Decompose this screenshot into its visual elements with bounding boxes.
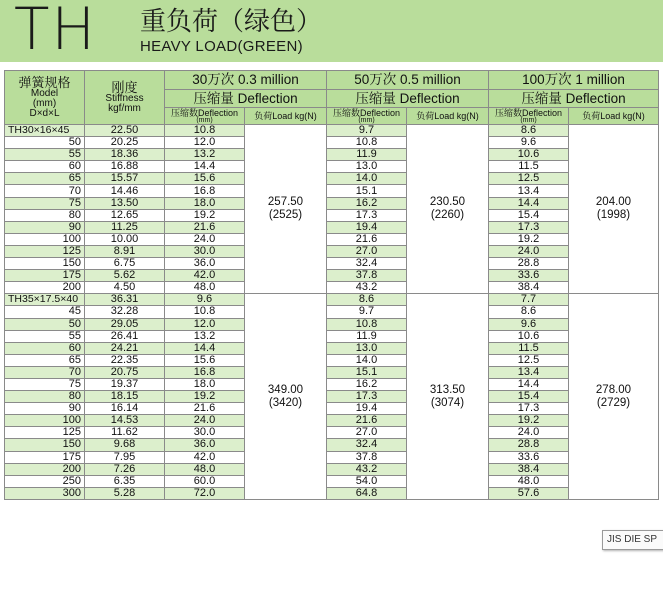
cell-model: 65 — [5, 173, 85, 185]
spring-spec-table — [4, 70, 659, 500]
cell-deflection: 8.6 — [489, 306, 569, 318]
cell-deflection: 10.8 — [165, 306, 245, 318]
header-defl-unit: (mm) — [196, 116, 213, 124]
table-row — [5, 294, 659, 306]
cell-load — [407, 125, 489, 294]
header-row-cycles — [5, 71, 659, 90]
cell-deflection: 17.3 — [327, 209, 407, 221]
table-row — [5, 391, 659, 403]
cell-deflection: 13.4 — [489, 366, 569, 378]
cell-deflection: 60.0 — [165, 475, 245, 487]
cell-deflection: 13.2 — [165, 149, 245, 161]
header-load-1: 负荷Load kg(N) — [407, 108, 489, 125]
table-row — [5, 463, 659, 475]
table-row — [5, 209, 659, 221]
cell-deflection: 8.6 — [489, 125, 569, 137]
table-row — [5, 487, 659, 499]
cell-load — [245, 125, 327, 294]
cell-deflection: 13.0 — [327, 342, 407, 354]
header-stiffness — [85, 71, 165, 125]
load-newton: (1998) — [596, 209, 631, 222]
header-cycles-1: 50万次 0.5 million — [327, 71, 489, 90]
cell-deflection: 10.8 — [327, 137, 407, 149]
cell-stiffness: 16.88 — [85, 161, 165, 173]
cell-deflection: 12.0 — [165, 137, 245, 149]
table-row — [5, 451, 659, 463]
cell-stiffness: 20.75 — [85, 366, 165, 378]
cell-model: TH35×17.5×40 — [5, 294, 85, 306]
cell-deflection: 13.0 — [327, 161, 407, 173]
load-newton: (2729) — [596, 396, 631, 409]
cell-stiffness: 10.00 — [85, 233, 165, 245]
cell-model: 175 — [5, 270, 85, 282]
cell-deflection: 10.8 — [327, 318, 407, 330]
cell-deflection: 28.8 — [489, 439, 569, 451]
cell-deflection: 9.6 — [489, 137, 569, 149]
cell-deflection: 19.2 — [489, 415, 569, 427]
cell-model: 125 — [5, 427, 85, 439]
cell-deflection: 15.6 — [165, 173, 245, 185]
cell-deflection: 12.5 — [489, 354, 569, 366]
cell-deflection: 37.8 — [327, 270, 407, 282]
table-row — [5, 475, 659, 487]
cell-model: 60 — [5, 342, 85, 354]
header-stiffness-unit: kgf/mm — [108, 102, 141, 114]
cell-deflection: 17.3 — [327, 391, 407, 403]
cell-deflection: 27.0 — [327, 427, 407, 439]
cell-deflection: 21.6 — [327, 233, 407, 245]
cell-model: 45 — [5, 306, 85, 318]
table-row — [5, 173, 659, 185]
load-kg: 230.50 — [429, 196, 466, 209]
series-code: TH — [14, 0, 98, 63]
cell-stiffness: 29.05 — [85, 318, 165, 330]
cell-stiffness: 4.50 — [85, 282, 165, 294]
header-deflection-0: 压缩量 Deflection — [165, 90, 327, 108]
cell-deflection: 38.4 — [489, 282, 569, 294]
cell-model: 70 — [5, 366, 85, 378]
load-kg: 349.00 — [267, 383, 304, 396]
cell-stiffness: 7.95 — [85, 451, 165, 463]
load-newton: (2260) — [430, 209, 465, 222]
header-model-en: Model — [30, 87, 59, 99]
cell-model: 125 — [5, 245, 85, 257]
cell-deflection: 16.2 — [327, 378, 407, 390]
cell-model: TH30×16×45 — [5, 125, 85, 137]
cell-deflection: 57.6 — [489, 487, 569, 499]
cell-deflection: 15.1 — [327, 366, 407, 378]
cell-deflection: 43.2 — [327, 282, 407, 294]
load-newton: (3074) — [430, 396, 465, 409]
header-defl-unit: (mm) — [520, 116, 537, 124]
cell-deflection: 42.0 — [165, 451, 245, 463]
cell-stiffness: 14.46 — [85, 185, 165, 197]
cell-model: 200 — [5, 463, 85, 475]
header-model-cn: 弹簧规格 — [18, 74, 71, 90]
header-cycles-0: 30万次 0.3 million — [165, 71, 327, 90]
cell-stiffness: 19.37 — [85, 378, 165, 390]
header-defl-mm-0 — [165, 108, 245, 125]
cell-deflection: 10.8 — [165, 125, 245, 137]
cell-stiffness: 36.31 — [85, 294, 165, 306]
cell-deflection: 9.7 — [327, 306, 407, 318]
cell-stiffness: 6.75 — [85, 258, 165, 270]
cell-deflection: 16.2 — [327, 197, 407, 209]
cell-deflection: 37.8 — [327, 451, 407, 463]
cell-stiffness: 9.68 — [85, 439, 165, 451]
cell-model: 100 — [5, 233, 85, 245]
cell-deflection: 33.6 — [489, 270, 569, 282]
header-model — [5, 71, 85, 125]
cell-deflection: 18.0 — [165, 378, 245, 390]
cell-stiffness: 11.62 — [85, 427, 165, 439]
cell-deflection: 30.0 — [165, 427, 245, 439]
cell-model: 55 — [5, 330, 85, 342]
header-deflection-1: 压缩量 Deflection — [327, 90, 489, 108]
cell-deflection: 48.0 — [165, 463, 245, 475]
cell-model: 80 — [5, 209, 85, 221]
cell-deflection: 9.6 — [489, 318, 569, 330]
cell-stiffness: 18.36 — [85, 149, 165, 161]
table-row — [5, 342, 659, 354]
header-defl-unit: (mm) — [358, 116, 375, 124]
cell-deflection: 24.0 — [489, 245, 569, 257]
table-row — [5, 403, 659, 415]
cell-stiffness: 7.26 — [85, 463, 165, 475]
header-defl-label: 压缩数Deflection — [170, 107, 239, 118]
cell-stiffness: 11.25 — [85, 221, 165, 233]
jis-die-spring-tag: JIS DIE SP — [602, 530, 663, 550]
table-row — [5, 233, 659, 245]
table-row — [5, 330, 659, 342]
cell-deflection: 16.8 — [165, 185, 245, 197]
cell-stiffness: 15.57 — [85, 173, 165, 185]
header-defl-label: 压缩数Deflection — [332, 107, 401, 118]
cell-deflection: 14.4 — [489, 197, 569, 209]
cell-deflection: 24.0 — [489, 427, 569, 439]
cell-model: 55 — [5, 149, 85, 161]
cell-deflection: 36.0 — [165, 258, 245, 270]
cell-stiffness: 8.91 — [85, 245, 165, 257]
cell-deflection: 10.6 — [489, 149, 569, 161]
cell-stiffness: 13.50 — [85, 197, 165, 209]
cell-deflection: 32.4 — [327, 258, 407, 270]
cell-stiffness: 5.28 — [85, 487, 165, 499]
cell-deflection: 8.6 — [327, 294, 407, 306]
cell-stiffness: 22.50 — [85, 125, 165, 137]
header-load-0: 负荷Load kg(N) — [245, 108, 327, 125]
table-row — [5, 161, 659, 173]
cell-stiffness: 26.41 — [85, 330, 165, 342]
cell-deflection: 48.0 — [165, 282, 245, 294]
cell-stiffness: 20.25 — [85, 137, 165, 149]
table-row — [5, 439, 659, 451]
table-row — [5, 197, 659, 209]
header-stiffness-en: Stiffness — [105, 92, 144, 104]
cell-stiffness: 16.14 — [85, 403, 165, 415]
table-row — [5, 354, 659, 366]
cell-deflection: 21.6 — [165, 221, 245, 233]
table-row — [5, 270, 659, 282]
cell-deflection: 14.0 — [327, 354, 407, 366]
cell-deflection: 38.4 — [489, 463, 569, 475]
cell-deflection: 16.8 — [165, 366, 245, 378]
cell-model: 90 — [5, 221, 85, 233]
title-chinese: 重负荷（绿色） — [140, 6, 323, 36]
cell-deflection: 7.7 — [489, 294, 569, 306]
cell-deflection: 17.3 — [489, 403, 569, 415]
table-row — [5, 427, 659, 439]
table-row — [5, 185, 659, 197]
header-defl-mm-2 — [489, 108, 569, 125]
cell-deflection: 21.6 — [165, 403, 245, 415]
cell-deflection: 14.0 — [327, 173, 407, 185]
title-english: HEAVY LOAD(GREEN) — [140, 38, 303, 55]
cell-deflection: 27.0 — [327, 245, 407, 257]
cell-model: 75 — [5, 378, 85, 390]
cell-stiffness: 5.62 — [85, 270, 165, 282]
cell-load — [407, 294, 489, 500]
cell-model: 150 — [5, 439, 85, 451]
cell-model: 200 — [5, 282, 85, 294]
table-row — [5, 282, 659, 294]
cell-deflection: 72.0 — [165, 487, 245, 499]
cell-deflection: 13.2 — [165, 330, 245, 342]
table-row — [5, 137, 659, 149]
cell-deflection: 42.0 — [165, 270, 245, 282]
table-row — [5, 149, 659, 161]
cell-deflection: 13.4 — [489, 185, 569, 197]
cell-stiffness: 12.65 — [85, 209, 165, 221]
cell-deflection: 32.4 — [327, 439, 407, 451]
cell-model: 250 — [5, 475, 85, 487]
cell-load — [569, 125, 659, 294]
cell-stiffness: 22.35 — [85, 354, 165, 366]
cell-deflection: 12.5 — [489, 173, 569, 185]
cell-deflection: 9.7 — [327, 125, 407, 137]
cell-model: 90 — [5, 403, 85, 415]
load-kg: 278.00 — [595, 383, 632, 396]
cell-model: 150 — [5, 258, 85, 270]
cell-stiffness: 6.35 — [85, 475, 165, 487]
header-deflection-2: 压缩量 Deflection — [489, 90, 659, 108]
cell-load — [569, 294, 659, 500]
cell-deflection: 64.8 — [327, 487, 407, 499]
header-defl-label: 压缩数Deflection — [494, 107, 563, 118]
cell-stiffness: 24.21 — [85, 342, 165, 354]
table-row — [5, 366, 659, 378]
cell-stiffness: 32.28 — [85, 306, 165, 318]
cell-model: 50 — [5, 318, 85, 330]
table-row — [5, 125, 659, 137]
cell-deflection: 24.0 — [165, 233, 245, 245]
cell-deflection: 19.2 — [165, 391, 245, 403]
load-kg: 257.50 — [267, 196, 304, 209]
cell-model: 100 — [5, 415, 85, 427]
cell-model: 50 — [5, 137, 85, 149]
cell-model: 70 — [5, 185, 85, 197]
cell-deflection: 18.0 — [165, 197, 245, 209]
load-kg: 204.00 — [595, 196, 632, 209]
cell-deflection: 19.4 — [327, 221, 407, 233]
cell-model: 65 — [5, 354, 85, 366]
table-row — [5, 221, 659, 233]
cell-deflection: 10.6 — [489, 330, 569, 342]
cell-deflection: 36.0 — [165, 439, 245, 451]
cell-model: 60 — [5, 161, 85, 173]
table-row — [5, 258, 659, 270]
cell-deflection: 15.4 — [489, 209, 569, 221]
header-cycles-2: 100万次 1 million — [489, 71, 659, 90]
table-row — [5, 318, 659, 330]
cell-deflection: 30.0 — [165, 245, 245, 257]
load-kg: 313.50 — [429, 383, 466, 396]
table-row — [5, 415, 659, 427]
cell-model: 175 — [5, 451, 85, 463]
cell-deflection: 17.3 — [489, 221, 569, 233]
cell-deflection: 15.1 — [327, 185, 407, 197]
cell-deflection: 33.6 — [489, 451, 569, 463]
cell-deflection: 11.5 — [489, 342, 569, 354]
cell-load — [245, 294, 327, 500]
cell-deflection: 54.0 — [327, 475, 407, 487]
cell-stiffness: 18.15 — [85, 391, 165, 403]
table-row — [5, 245, 659, 257]
table-row — [5, 378, 659, 390]
cell-deflection: 28.8 — [489, 258, 569, 270]
cell-deflection: 21.6 — [327, 415, 407, 427]
cell-deflection: 11.9 — [327, 149, 407, 161]
header-model-unit: (mm) — [32, 97, 57, 109]
cell-deflection: 14.4 — [165, 342, 245, 354]
cell-deflection: 19.4 — [327, 403, 407, 415]
cell-deflection: 19.2 — [489, 233, 569, 245]
cell-deflection: 15.4 — [489, 391, 569, 403]
cell-deflection: 15.6 — [165, 354, 245, 366]
cell-deflection: 11.9 — [327, 330, 407, 342]
load-newton: (3420) — [268, 396, 303, 409]
cell-deflection: 19.2 — [165, 209, 245, 221]
cell-deflection: 24.0 — [165, 415, 245, 427]
cell-deflection: 14.4 — [165, 161, 245, 173]
cell-model: 300 — [5, 487, 85, 499]
header-defl-mm-1 — [327, 108, 407, 125]
cell-model: 75 — [5, 197, 85, 209]
cell-deflection: 48.0 — [489, 475, 569, 487]
cell-deflection: 9.6 — [165, 294, 245, 306]
load-newton: (2525) — [268, 209, 303, 222]
title-banner — [0, 0, 663, 65]
header-load-2: 负荷Load kg(N) — [569, 108, 659, 125]
cell-deflection: 14.4 — [489, 378, 569, 390]
header-stiffness-cn: 刚度 — [111, 79, 138, 95]
cell-deflection: 12.0 — [165, 318, 245, 330]
cell-stiffness: 14.53 — [85, 415, 165, 427]
cell-model: 80 — [5, 391, 85, 403]
header-model-dims: D×d×L — [29, 107, 60, 119]
table-row — [5, 306, 659, 318]
cell-deflection: 11.5 — [489, 161, 569, 173]
cell-deflection: 43.2 — [327, 463, 407, 475]
